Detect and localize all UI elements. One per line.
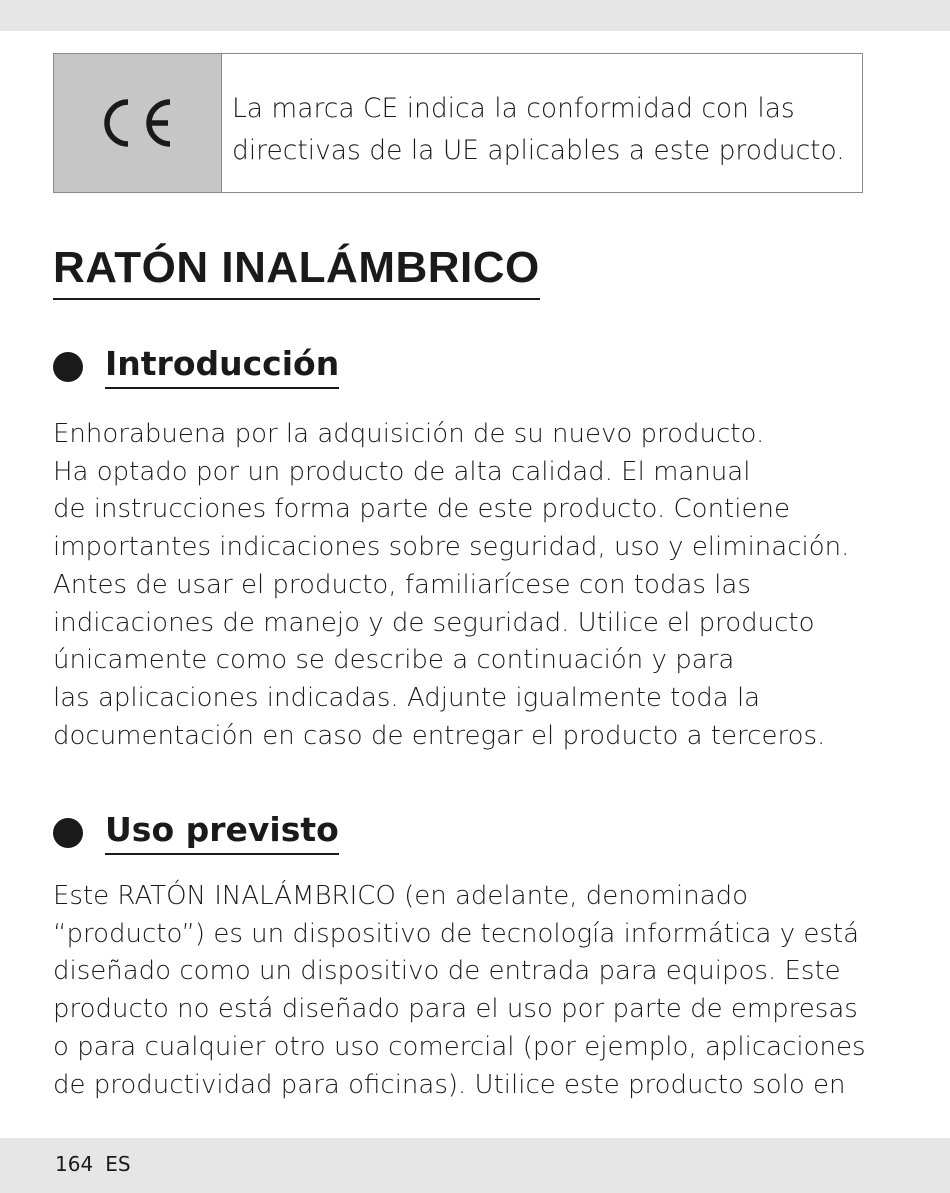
ce-notice-line: La marca CE indica la conformidad con las [232,93,795,124]
text-line: de productividad para oficinas). Utilice este producto solo en [53,1069,846,1100]
page-number: 164 [55,1152,94,1176]
text-line: Este RATÓN INALÁMBRICO (en adelante, denominado [53,881,749,911]
text-line: únicamente como se describe a continuación y para [53,645,735,676]
page-footer [55,1152,131,1176]
language-code: ES [105,1152,131,1176]
ce-notice-box [53,53,863,193]
section-heading-introduccion [53,344,339,389]
text-line: de instrucciones forma parte de este producto. Contiene [53,494,790,525]
introduccion-paragraph [53,416,849,755]
text-line: las aplicaciones indicadas. Adjunte igualmente toda la [53,682,761,713]
footer-band [0,1138,950,1193]
text-line: Ha optado por un producto de alta calidad. El manual [53,456,751,487]
ce-mark-cell [54,54,222,192]
text-line: o para cualquier otro uso comercial (por ejemplo, aplicaciones [53,1031,866,1062]
text-line: Enhorabuena por la adquisición de su nuevo producto. [53,419,765,449]
text-line: producto no está diseñado para el uso por parte de empresas [53,994,858,1025]
text-line: importantes indicaciones sobre seguridad, uso y eliminación. [53,532,850,563]
top-margin-band [0,0,950,31]
text-line: Antes de usar el producto, familiarícese con todas las [53,569,751,600]
bullet-icon [53,352,83,382]
ce-notice-text [222,54,845,192]
section-title: Introducción [105,344,339,389]
text-line: indicaciones de manejo y de seguridad. Utilice el producto [53,607,815,638]
uso-previsto-paragraph [53,878,866,1104]
ce-notice-line: directivas de la UE aplicables a este producto. [232,135,845,166]
text-line: “producto”) es un dispositivo de tecnología informática y está [53,918,860,949]
ce-mark-icon [98,92,178,154]
bullet-icon [53,818,83,848]
text-line: documentación en caso de entregar el producto a terceros. [53,720,826,751]
text-line: diseñado como un dispositivo de entrada para equipos. Este [53,956,841,987]
section-title: Uso previsto [105,810,339,855]
section-heading-uso-previsto [53,810,339,855]
document-title: RATÓN INALÁMBRICO [53,240,540,300]
